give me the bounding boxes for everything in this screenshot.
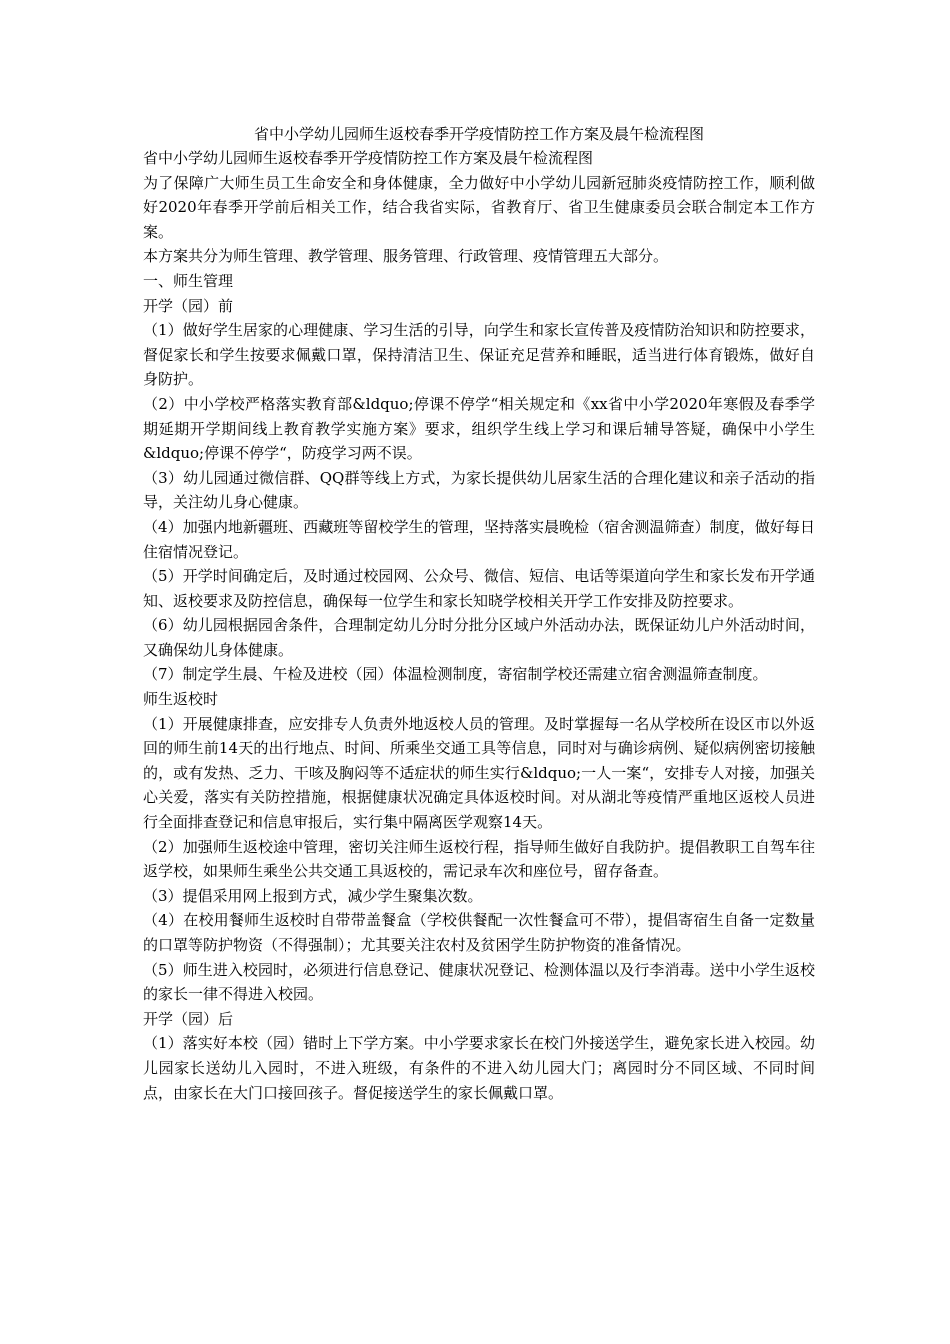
item-1-before: （1）做好学生居家的心理健康、学习生活的引导，向学生和家长宣传普及疫情防治知识和防控要求，督促家长和学生按要求佩戴口罩，保持清洁卫生、保证充足营养和睡眠，适当进行体育锻炼，做好自身防护。 [143, 321, 815, 389]
item-4-return: （4）在校用餐师生返校时自带带盖餐盒（学校供餐配一次性餐盒可不带），提倡寄宿生自备一定数量的口罩等防护物资（不得强制）；尤其要关注农村及贫困学生防护物资的准备情况。 [143, 911, 815, 954]
item-1-return: （1）开展健康排查，应安排专人负责外地返校人员的管理。及时掌握每一名从学校所在设区市以外返回的师生前14天的出行地点、时间、所乘坐交通工具等信息，同时对与确诊病例、疑似病例密切接触的，或有发热、乏力、干咳及胸闷等不适症状的师生实行&ldquo;一人一案“，安排专人对接，加强关心关爱，落实有关防控措施，根据健康状况确定具体返校时间。对从湖北等疫情严重地区返校人员进行全面排查登记和信息审报后，实行集中隔离医学观察14天。 [143, 714, 815, 832]
repeated-title-line: 省中小学幼儿园师生返校春季开学疫情防控工作方案及晨午检流程图 [143, 149, 594, 167]
item-5-before: （5）开学时间确定后，及时通过校园网、公众号、微信、短信、电话等渠道向学生和家长发布开学通知、返校要求及防控信息，确保每一位学生和家长知晓学校相关开学工作安排及防控要求。 [143, 567, 815, 610]
item-6-before: （6）幼儿园根据园舍条件，合理制定幼儿分时分批分区域户外活动办法，既保证幼儿户外活动时间，又确保幼儿身体健康。 [143, 616, 815, 659]
item-5-return: （5）师生进入校园时，必须进行信息登记、健康状况登记、检测体温以及行李消毒。送中小学生返校的家长一律不得进入校园。 [143, 960, 815, 1004]
item-3-before: （3）幼儿园通过微信群、QQ群等线上方式，为家长提供幼儿居家生活的合理化建议和亲子活动的指导，关注幼儿身心健康。 [143, 468, 815, 512]
document-body [143, 146, 815, 1105]
subheading-on-return: 师生返校时 [143, 690, 219, 709]
subheading-after-school: 开学（园）后 [143, 1009, 234, 1028]
item-3-return: （3）提倡采用网上报到方式，减少学生聚集次数。 [143, 886, 483, 905]
item-2-before: （2）中小学校严格落实教育部&ldquo;停课不停学“相关规定和《xx省中小学2020年寒假及春季学期延期开学期间线上教育教学实施方案》要求，组织学生线上学习和课后辅导答疑，确保中小学生&ldquo;停课不停学“，防疫学习两不误。 [143, 394, 815, 463]
intro-paragraph: 为了保障广大师生员工生命安全和身体健康，全力做好中小学幼儿园新冠肺炎疫情防控工作，顺利做好2020年春季开学前后相关工作，结合我省实际，省教育厅、省卫生健康委员会联合制定本工作方案。 [143, 173, 815, 241]
item-2-return: （2）加强师生返校途中管理，密切关注师生返校行程，指导师生做好自我防护。提倡教职工自驾车往返学校，如果师生乘坐公共交通工具返校的，需记录车次和座位号，留存备查。 [143, 837, 815, 881]
item-1-after: （1）落实好本校（园）错时上下学方案。中小学要求家长在校门外接送学生，避免家长进入校园。幼儿园家长送幼儿入园时，不进入班级，有条件的不进入幼儿园大门；离园时分不同区域、不同时间点，由家长在大门口接回孩子。督促接送学生的家长佩戴口罩。 [143, 1034, 815, 1102]
item-7-before: （7）制定学生晨、午检及进校（园）体温检测制度，寄宿制学校还需建立宿舍测温筛查制度。 [143, 665, 768, 684]
item-4-before: （4）加强内地新疆班、西藏班等留校学生的管理，坚持落实晨晚检（宿舍测温筛查）制度，做好每日住宿情况登记。 [143, 517, 815, 561]
section-heading-teacher-student-management: 一、师生管理 [143, 271, 234, 290]
document-page [143, 122, 815, 1105]
subheading-before-school: 开学（园）前 [143, 296, 234, 315]
document-title: 省中小学幼儿园师生返校春季开学疫情防控工作方案及晨午检流程图 [253, 125, 704, 143]
overview-paragraph: 本方案共分为师生管理、教学管理、服务管理、行政管理、疫情管理五大部分。 [143, 247, 669, 266]
